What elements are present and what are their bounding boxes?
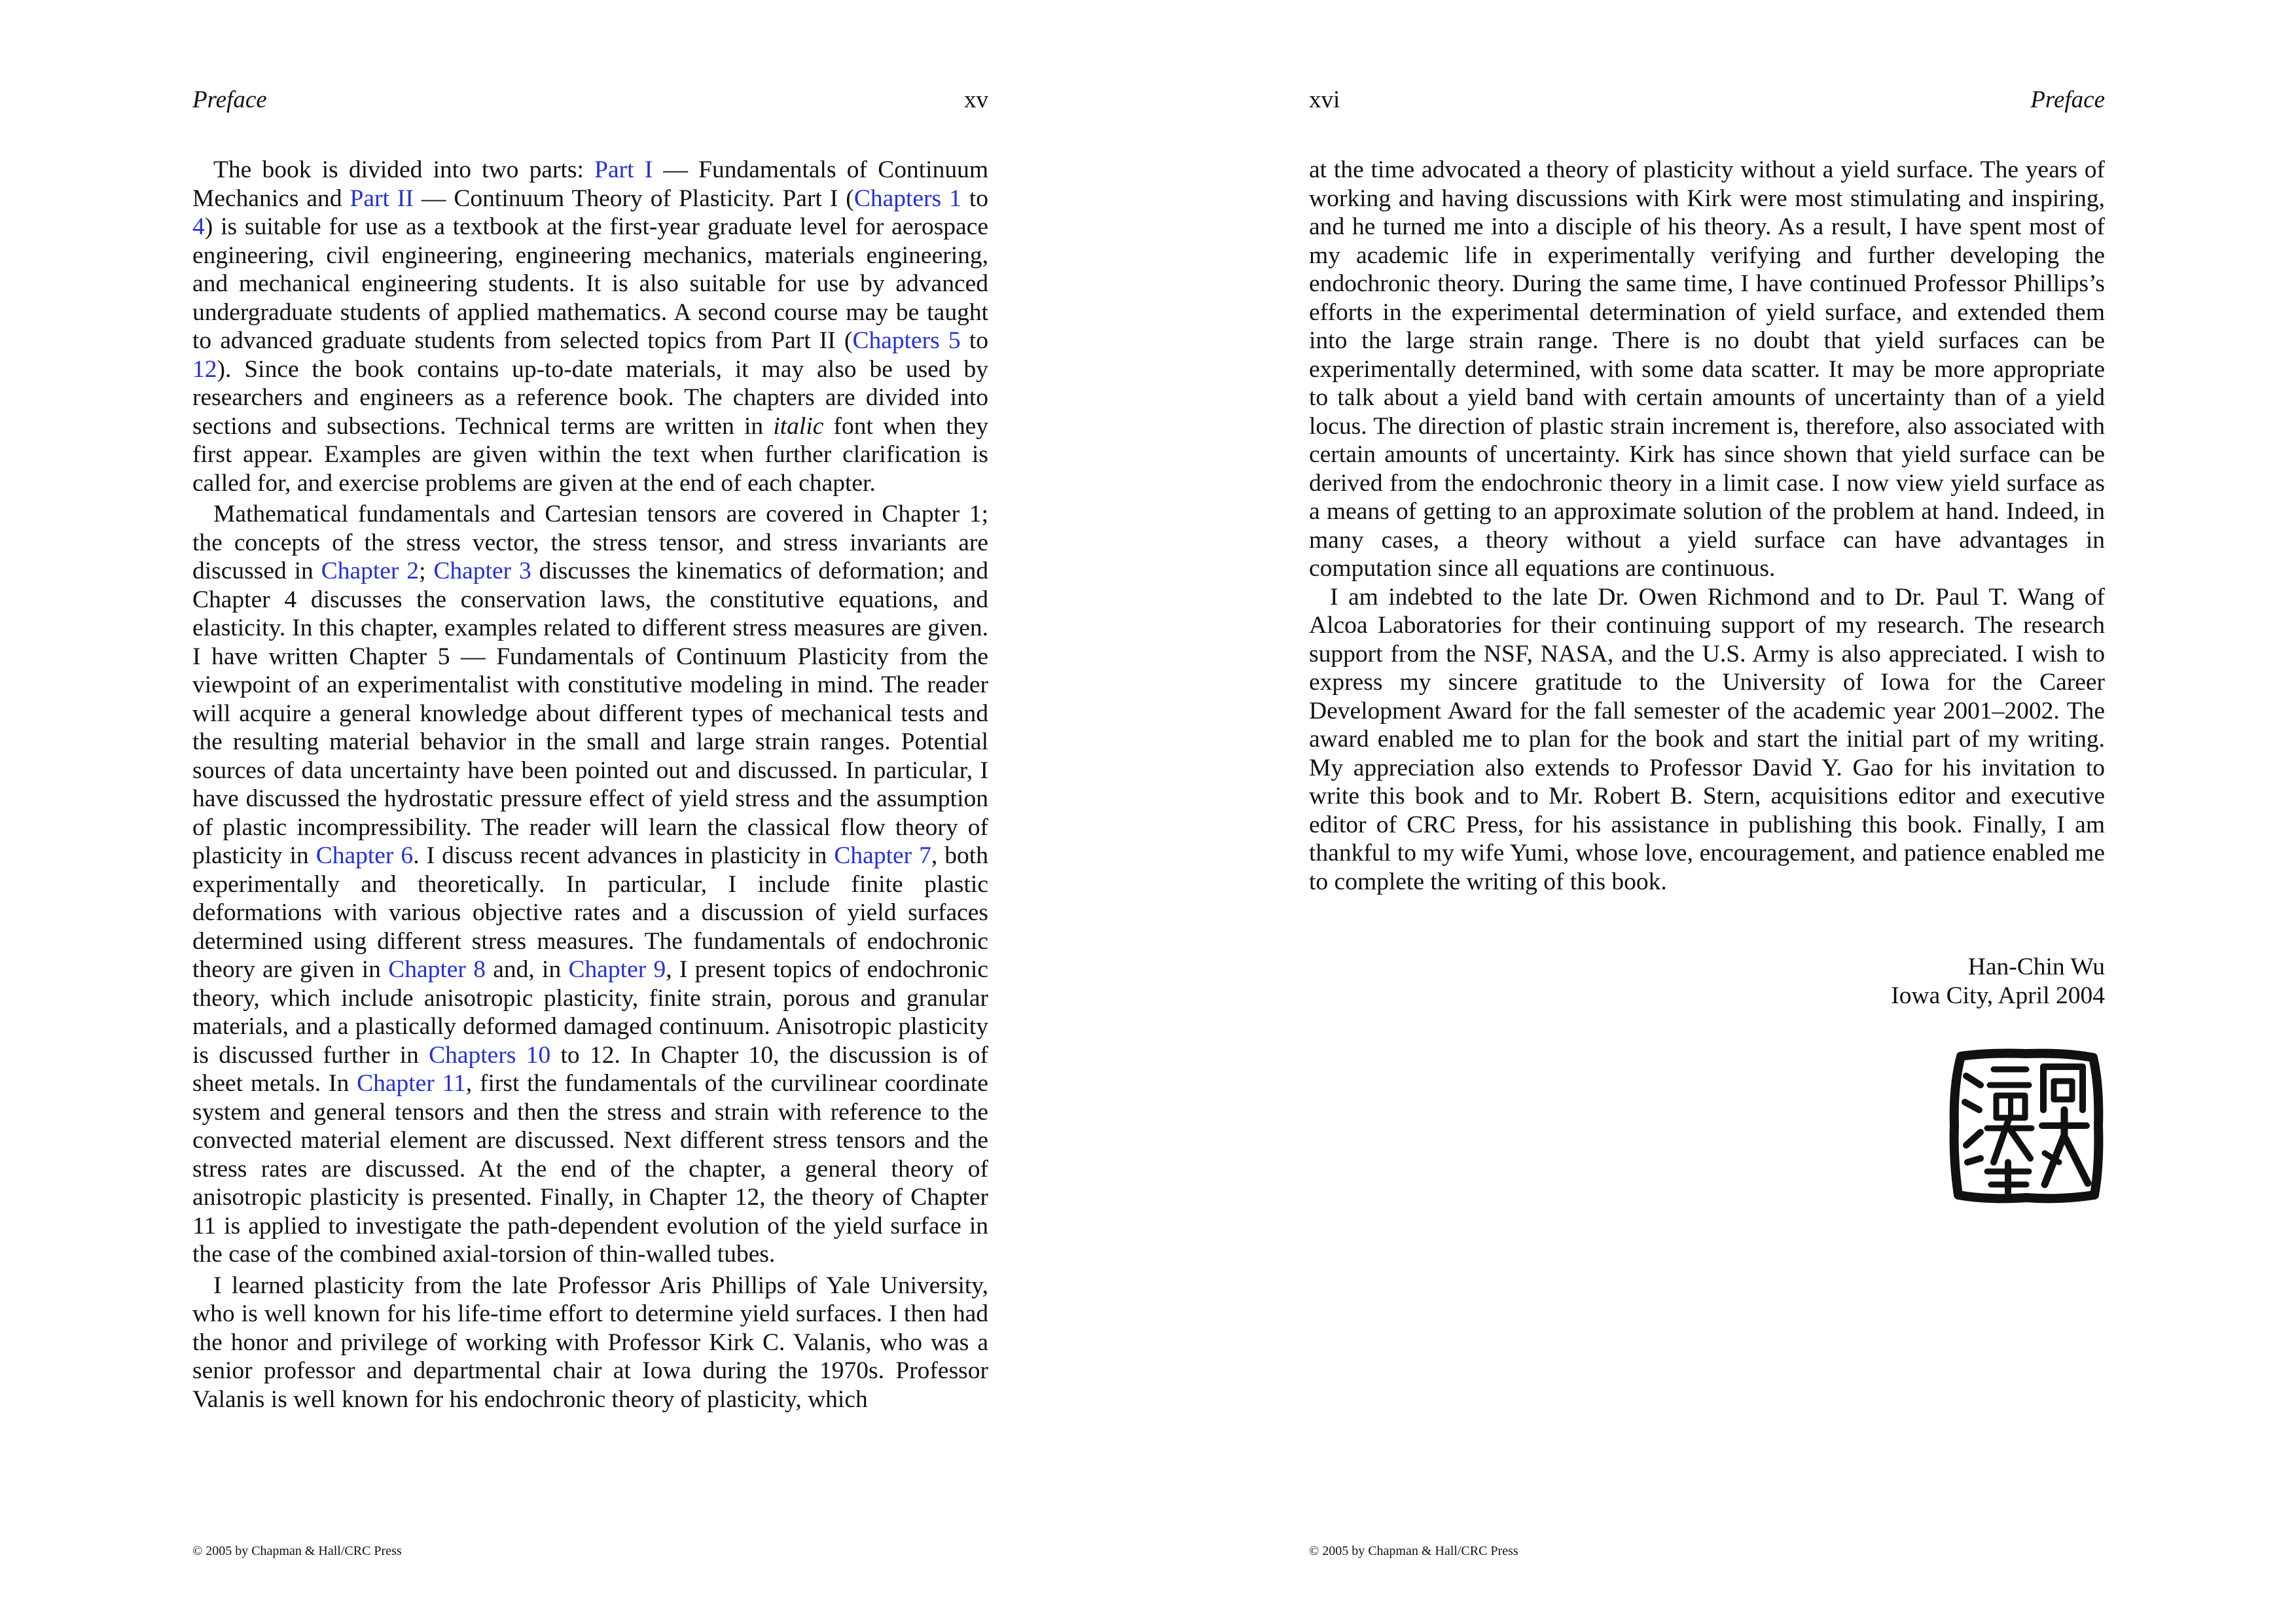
paragraph	[192, 500, 988, 1269]
cross-reference-link[interactable]: Chapters 5	[852, 327, 961, 354]
running-head	[192, 84, 988, 116]
text-run: to 12. In Chapter 10, the discussion is of sheet metals. In	[192, 1041, 988, 1097]
cross-reference-link[interactable]: Chapter 7	[834, 842, 931, 869]
cross-reference-link[interactable]: Chapter 11	[357, 1070, 466, 1097]
text-run: ) is suitable for use as a textbook at the first-year graduate level for aerospace engineering, civil engineering, engineering mechanics, materials engineering, and mechanical engineering students. It is also suitable for use by advanced undergraduate students of applied mathematics. A second course may be taught to advanced graduate students from selected topics from Part II (	[192, 213, 988, 354]
text-run: , both experimentally and theoretically. In particular, I include finite plastic deformations with various objective rates and a discussion of yield surfaces determined using different stress measures. The fundamentals of endochronic theory are given in	[192, 842, 988, 983]
acknowledgment-paragraph: I am indebted to the late Dr. Owen Richmond and to Dr. Paul T. Wang of Alcoa Laboratories for their continuing support of my research. The research support from the NSF, NASA, and the U.S. Army is also appreciated. I wish to express my sincere gratitude to the University of Iowa for the Career Development Award for the fall semester of the academic year 2001–2002. The award enabled me to plan for the book and start the initial part of my writing. My appreciation also extends to Professor David Y. Gao for his invitation to write this book and to Mr. Robert B. Stern, acquisitions editor and executive editor of CRC Press, for his assistance in publishing this book. Finally, I am thankful to my wife Yumi, whose love, encouragement, and patience enabled me to complete the writing of this book.	[1309, 583, 2105, 895]
running-title: Preface	[192, 86, 267, 113]
running-title: Preface	[2030, 86, 2105, 113]
page-number: xv	[964, 86, 988, 113]
preface-body-right	[1309, 156, 2105, 896]
running-head	[1309, 84, 2105, 116]
preface-body-left	[192, 156, 988, 1414]
text-run: — Fundamentals of Continuum Mechanics and	[192, 156, 988, 212]
right-page	[1309, 0, 2105, 1623]
cross-reference-link[interactable]: Part II	[350, 185, 414, 212]
cross-reference-link[interactable]: Chapters 10	[429, 1041, 551, 1069]
paragraph	[192, 1272, 988, 1414]
place-date: Iowa City, April 2004	[1891, 982, 2105, 1009]
cross-reference-link[interactable]: Chapter 3	[433, 558, 531, 584]
cross-reference-link[interactable]: 12	[192, 355, 217, 383]
text-run: font when they first appear. Examples are given within the text when further clarification is called for, and exercise problems are given at the end of each chapter.	[192, 412, 988, 497]
cross-reference-link[interactable]: Chapter 8	[388, 956, 486, 983]
copyright-footer: © 2005 by Chapman & Hall/CRC Press	[192, 1544, 402, 1558]
continued-paragraph: at the time advocated a theory of plasticity without a yield surface. The years of working and having discussions with Kirk were most stimulating and inspiring, and he turned me into a disciple of his theory. As a result, I have spent most of my academic life in experimentally verifying and further developing the endochronic theory. During the same time, I have continued Professor Phillips’s efforts in the experimental determination of yield surface, and extended them into the large strain range. There is no doubt that yield surfaces can be experimentally determined, with some data scatter. It may be more appropriate to talk about a yield band with certain amounts of uncertainty than of a yield locus. The direction of plastic strain increment is, therefore, also associated with certain amounts of uncertainty. Kirk has since shown that yield surface can be derived from the endochronic theory in a limit case. I now view yield surface as a means of getting to an approximate solution of the problem at hand. Indeed, in many cases, a theory without a yield surface can have advantages in computation since all equations are continuous.	[1309, 156, 2105, 582]
left-page	[192, 0, 988, 1623]
italic-text: italic	[773, 412, 824, 440]
text-run: and, in	[485, 956, 569, 983]
text-run: ;	[419, 558, 434, 584]
name-seal-icon	[1948, 1047, 2105, 1204]
text-run: , first the fundamentals of the curvilinear coordinate system and general tensors and then the stress and strain with reference to the convected material element are discussed. Next different stress tensors and the stress rates are discussed. At the end of the chapter, a general theory of anisotropic plasticity is presented. Finally, in Chapter 12, the theory of Chapter 11 is applied to investigate the path-dependent evolution of the yield surface in the case of the combined axial-torsion of thin-walled tubes.	[192, 1070, 989, 1268]
cross-reference-link[interactable]: Chapters 1	[853, 185, 961, 212]
text-run: to	[960, 327, 988, 354]
cross-reference-link[interactable]: Chapter 9	[568, 956, 666, 983]
text-run: . I discuss recent advances in plasticity in	[413, 842, 834, 869]
text-run: Mathematical fundamentals and Cartesian tensors are covered in Chapter 1; the concepts of the stress vector, the stress tensor, and stress invariants are discussed in	[192, 501, 988, 584]
cross-reference-link[interactable]: Chapter 2	[321, 558, 420, 584]
text-run: The book is divided into two parts:	[213, 156, 595, 183]
text-run: I learned plasticity from the late Professor Aris Phillips of Yale University, who is well known for his life-time effort to determine yield surfaces. I then had the honor and privilege of working with Professor Kirk C. Valanis, who was a senior professor and departmental chair at Iowa during the 1970s. Professor Valanis is well known for his endochronic theory of plasticity, which	[192, 1272, 988, 1413]
text-run: , I present topics of endochronic theory, which include anisotropic plasticity, finite strain, porous and granular materials, and a plastically deformed damaged continuum. Anisotropic plasticity is discussed further in	[192, 956, 988, 1069]
text-run: discusses the kinematics of deformation; and Chapter 4 discusses the conservation laws, the constitutive equations, and elasticity. In this chapter, examples related to different stress measures are given. I have written Chapter 5 — Fundamentals of Continuum Plasticity from the viewpoint of an experimentalist with constitutive modeling in mind. The reader will acquire a general knowledge about different types of mechanical tests and the resulting material behavior in the small and large strain ranges. Potential sources of data uncertainty have been pointed out and discussed. In particular, I have discussed the hydrostatic pressure effect of yield stress and the assumption of plastic incompressibility. The reader will learn the classical flow theory of plasticity in	[192, 558, 988, 869]
cross-reference-link[interactable]: Part I	[594, 156, 653, 183]
text-run: to	[961, 185, 989, 212]
copyright-footer: © 2005 by Chapman & Hall/CRC Press	[1309, 1544, 1518, 1558]
text-run: — Continuum Theory of Plasticity. Part I (	[413, 185, 854, 212]
page-number: xvi	[1309, 86, 1340, 113]
author-name: Han-Chin Wu	[1967, 954, 2105, 980]
text-run: ). Since the book contains up-to-date materials, it may also be used by researchers and engineers as a reference book. The chapters are divided into sections and subsections. Technical terms are written in	[192, 355, 988, 440]
paragraph	[192, 156, 988, 497]
cross-reference-link[interactable]: Chapter 6	[315, 842, 414, 869]
cross-reference-link[interactable]: 4	[192, 213, 205, 240]
signature-block	[1891, 953, 2105, 1010]
